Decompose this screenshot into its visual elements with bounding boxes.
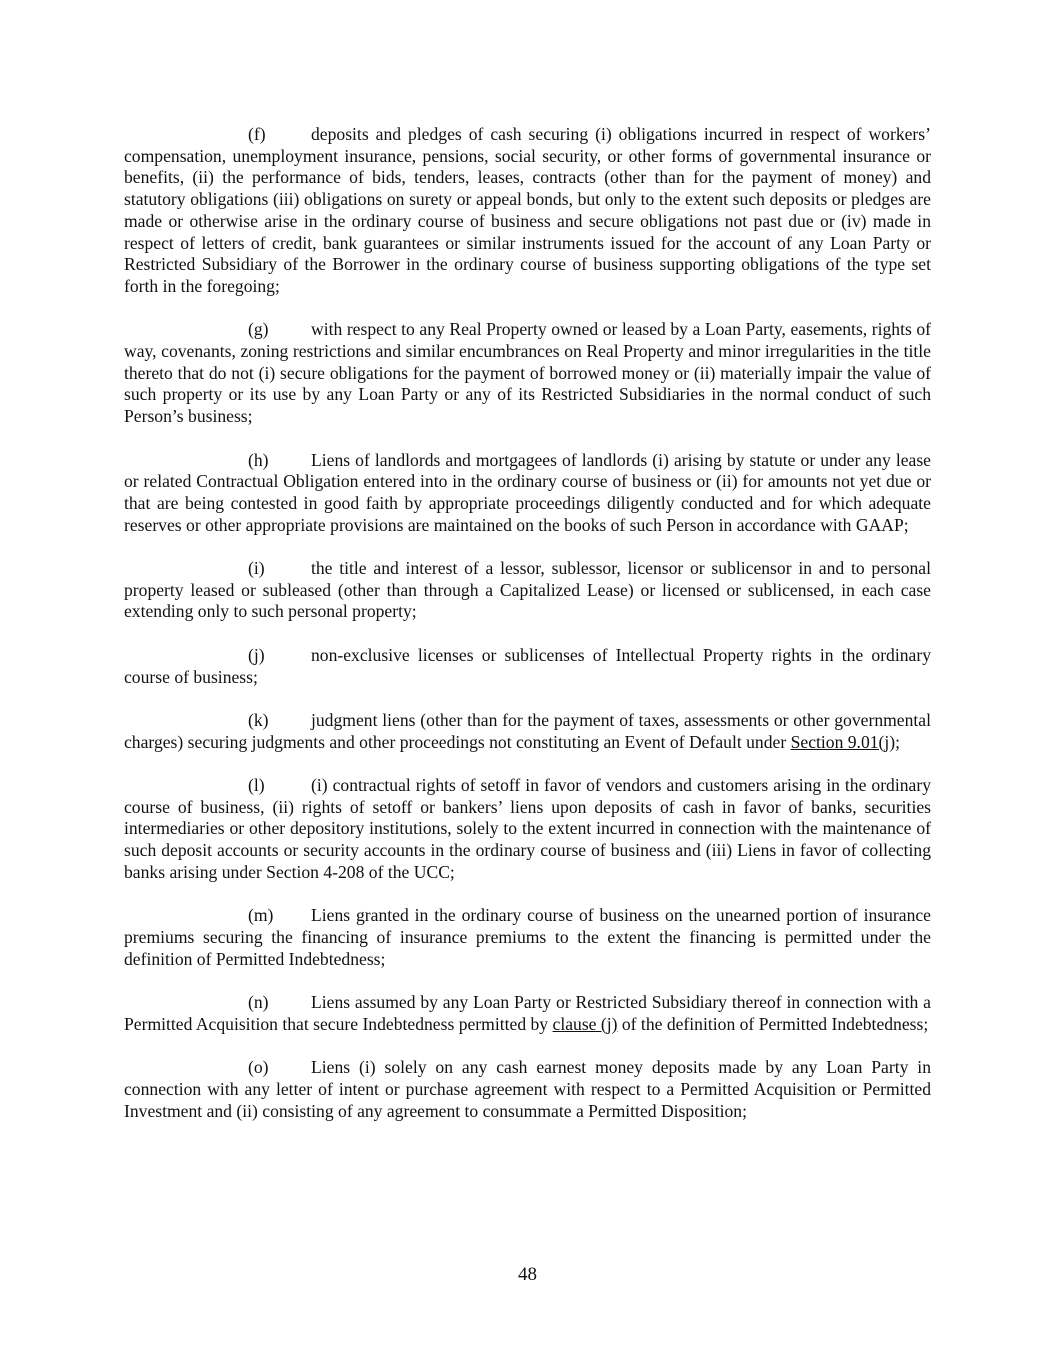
clause-j xyxy=(124,645,931,688)
clause-label: (l) xyxy=(248,775,265,795)
clause-label: (o) xyxy=(248,1057,269,1078)
clause-text: (i) contractual rights of setoff in favor of vendors and customers arising in the ordinary course of business, (ii) rights of setoff or bankers’ liens upon deposits of cash in favor of banks, securities intermediaries or other depository institutions, solely to the extent incurred in connection with the maintenance of such deposit accounts or security accounts in the ordinary course of business and (iii) Liens in favor of collecting banks arising under Section 4-208 of the UCC; xyxy=(124,775,931,882)
clause-text: deposits and pledges of cash securing (i) obligations incurred in respect of workers’ compensation, unemployment insurance, pensions, social security, or other forms of governmental insurance or benefits, (ii) the performance of bids, tenders, leases, contracts (other than for the payment of money) and statutory obligations (iii) obligations on surety or appeal bonds, but only to the extent such deposits or pledges are made or otherwise arise in the ordinary course of business and secure obligations not past due or (iv) made in respect of letters of credit, bank guarantees or similar instruments issued for the account of any Loan Party or Restricted Subsidiary of the Borrower in the ordinary course of business supporting obligations of the type set forth in the foregoing; xyxy=(124,124,931,296)
clause-text: Liens of landlords and mortgagees of landlords (i) arising by statute or under any lease or related Contractual Obligation entered into in the ordinary course of business or (ii) for amounts not yet due or that are being contested in good faith by appropriate proceedings diligently conducted and for which adequate reserves or other appropriate provisions are maintained on the books of such Person in accordance with GAAP; xyxy=(124,449,931,535)
clause-m xyxy=(124,905,931,970)
clause-label: (n) xyxy=(248,992,269,1012)
clause-text-end: ; xyxy=(895,731,901,752)
page-number: 48 xyxy=(518,1264,537,1285)
clause-text: Liens granted in the ordinary course of business on the unearned portion of insurance premiums securing the financing of insurance premiums to the extent the financing is permitted under the definition of Permitted Indebtedness; xyxy=(124,905,931,969)
clause-k xyxy=(124,710,931,753)
clause-label: (g) xyxy=(248,319,269,340)
clause-text: Liens (i) solely on any cash earnest money deposits made by any Loan Party in connection with any letter of intent or purchase agreement with respect to a Permitted Acquisition or Permitted Investment and (ii) consisting of any agreement to consummate a Permitted Disposition; xyxy=(124,1057,931,1121)
clause-o xyxy=(124,1057,931,1122)
clause-label: (h) xyxy=(248,449,269,470)
section-reference-link[interactable]: Section 9.01(j) xyxy=(790,731,896,752)
clause-h xyxy=(124,450,931,537)
clause-text: with respect to any Real Property owned or leased by a Loan Party, easements, rights of way, covenants, zoning restrictions and similar encumbrances on Real Property and minor irregularities in the title thereto that do not (i) secure obligations for the payment of borrowed money or (ii) materially impair the value of such property or its use by any Loan Party or any of its Restricted Subsidiaries in the normal conduct of such Person’s business; xyxy=(124,319,931,427)
clause-l xyxy=(124,775,931,884)
clause-f xyxy=(124,124,931,298)
page-body xyxy=(124,124,931,1144)
clause-text: Liens assumed by any Loan Party or Restricted Subsidiary thereof in connection with a Permitted Acquisition that secure Indebtedness permitted by xyxy=(124,992,931,1034)
clause-label: (k) xyxy=(248,709,269,730)
clause-reference-link[interactable]: clause (j) xyxy=(552,1013,618,1034)
clause-g xyxy=(124,319,931,428)
clause-label: (j) xyxy=(248,644,265,665)
clause-label: (m) xyxy=(248,905,274,926)
clause-text: judgment liens (other than for the payment of taxes, assessments or other governmental charges) securing judgments and other proceedings not constituting an Event of Default under xyxy=(124,709,931,752)
clause-text: the title and interest of a lessor, sublessor, licensor or sublicensor in and to personal property leased or subleased (other than through a Capitalized Lease) or licensed or sublicensed, in each case extending only to such personal property; xyxy=(124,558,931,622)
clause-n xyxy=(124,992,931,1035)
clause-label: (i) xyxy=(248,558,265,579)
clause-text: non-exclusive licenses or sublicenses of Intellectual Property rights in the ordinary course of business; xyxy=(124,644,931,687)
clause-label: (f) xyxy=(248,124,266,144)
clause-i xyxy=(124,558,931,623)
clause-text-end: of the definition of Permitted Indebtedness; xyxy=(617,1013,929,1034)
